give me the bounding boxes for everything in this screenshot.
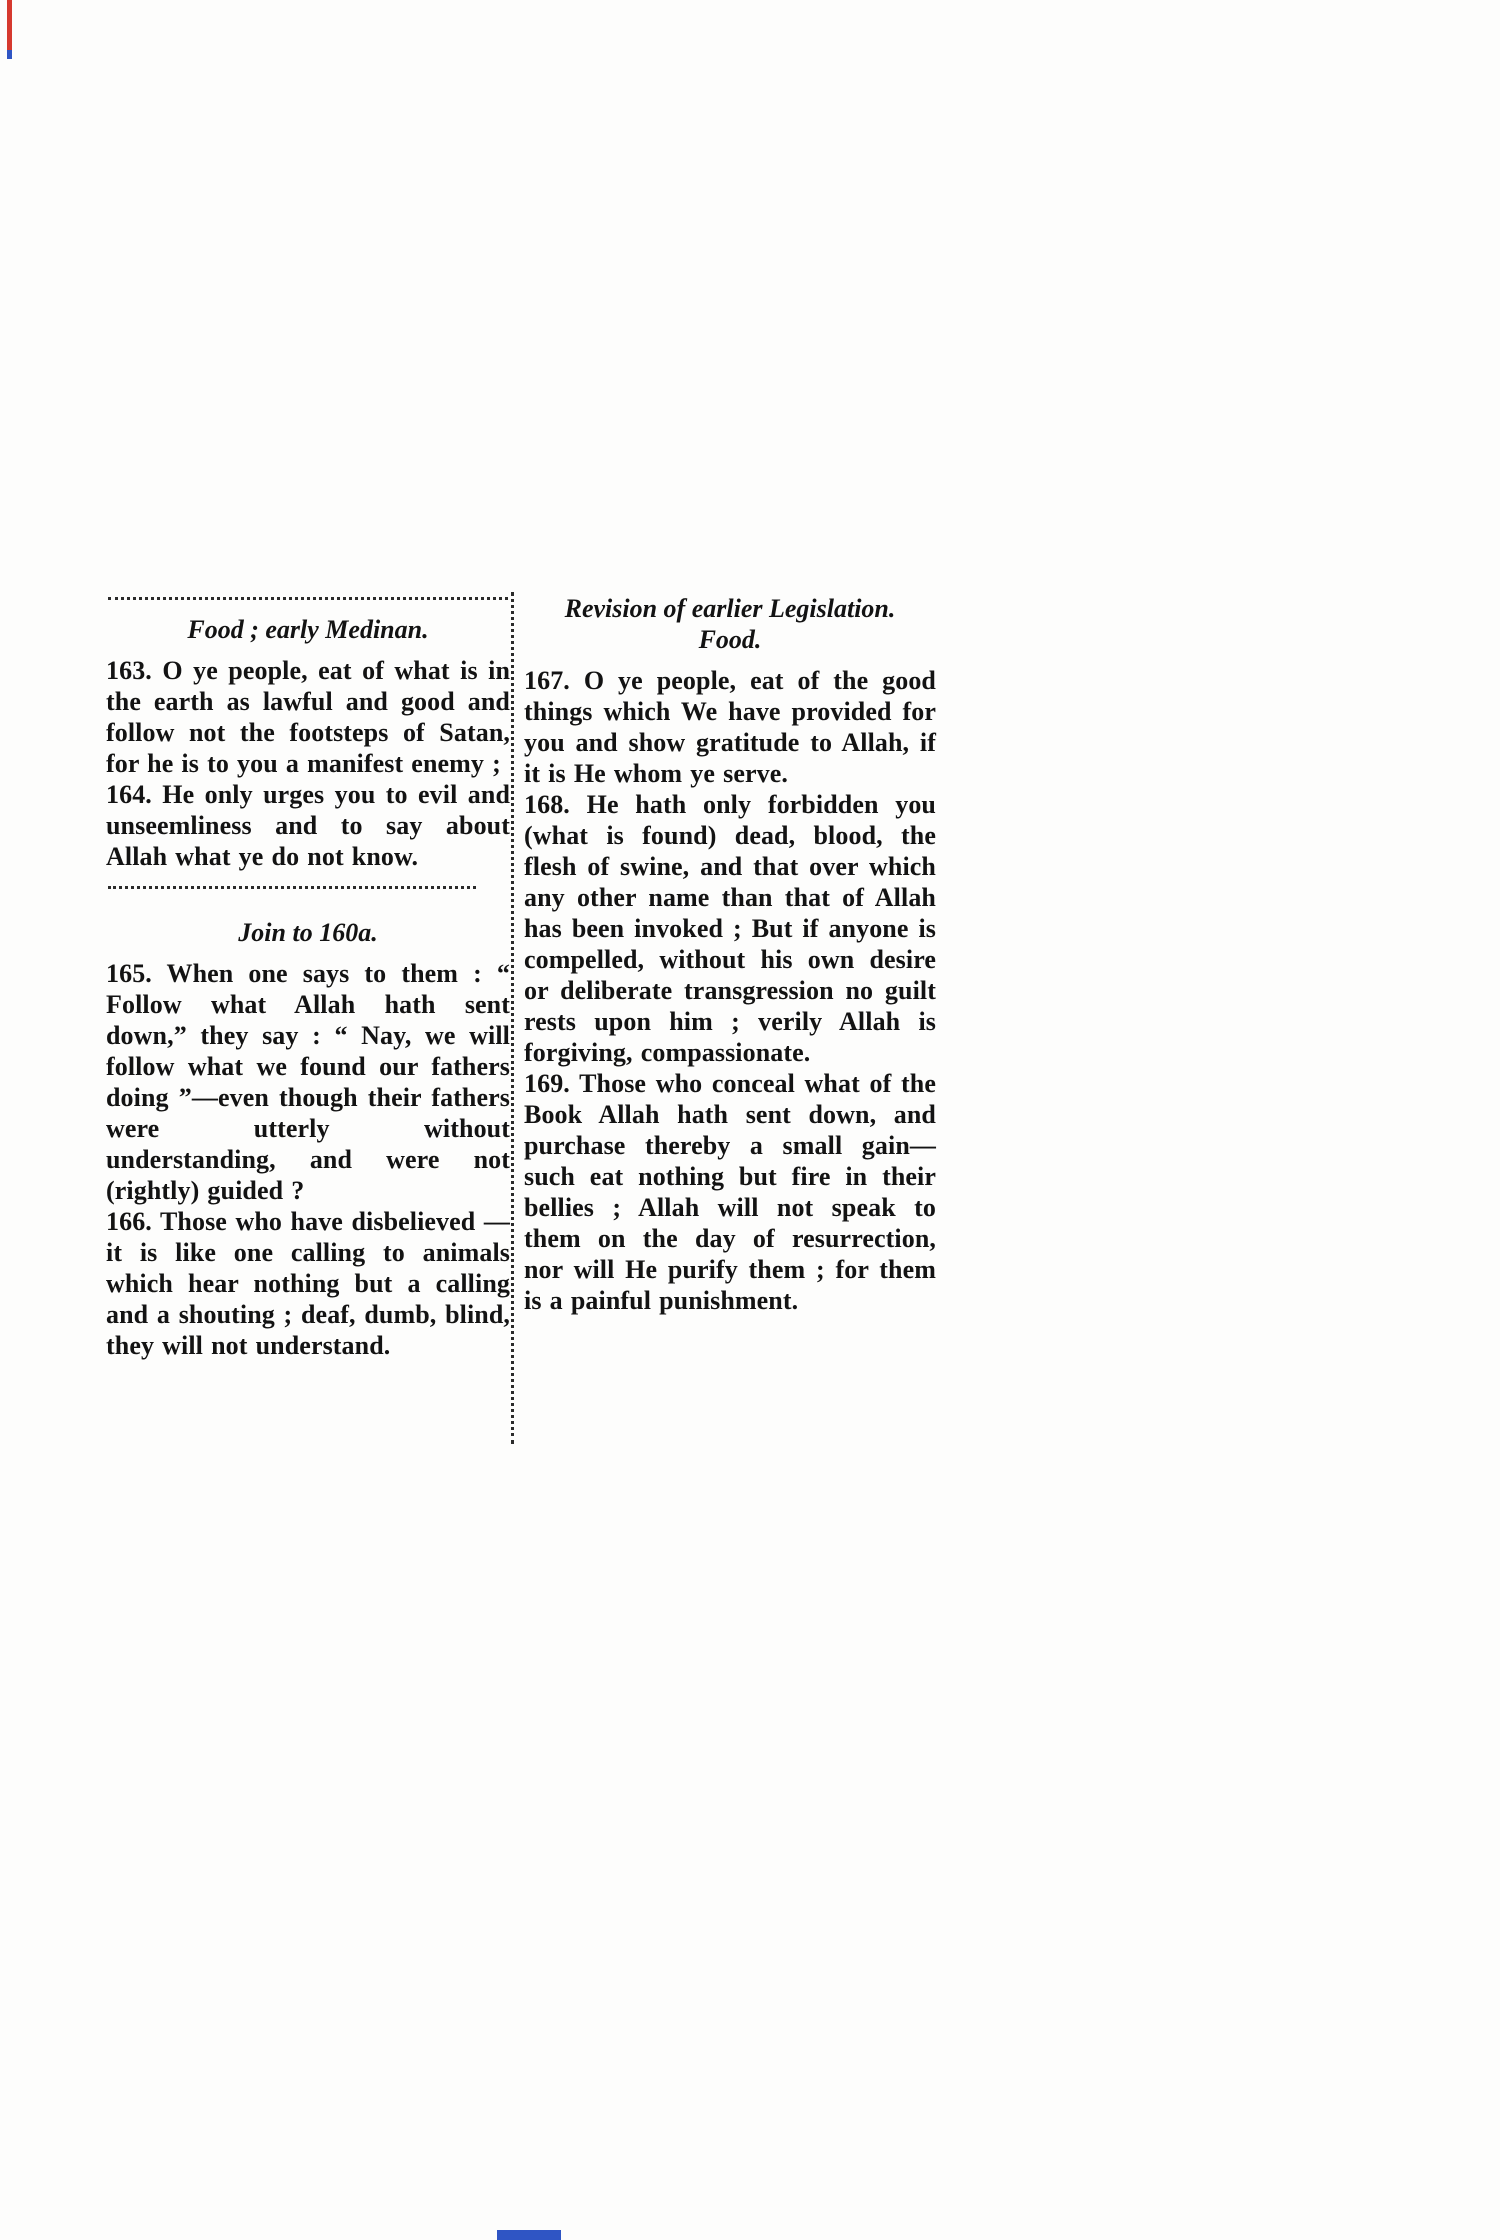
scan-artifact-red-top-left xyxy=(7,0,12,50)
left-subsection-heading: Join to 160a. xyxy=(238,918,378,947)
verse-166: 166. Those who have disbelieved —it is like one calling to animals which hear nothing but a calling and a shouting ; deaf, dumb, blind, they will not understand. xyxy=(106,1207,510,1360)
right-column xyxy=(524,585,936,1316)
right-heading-line2: Food. xyxy=(698,625,762,654)
right-heading-line1: Revision of earlier Legislation. xyxy=(564,594,896,623)
dotted-rule-top xyxy=(108,597,508,600)
left-column xyxy=(106,585,510,1361)
verse-163: 163. O ye people, eat of what is in the earth as lawful and good and follow not the footsteps of Satan, for he is to you a manifest enemy ; xyxy=(106,656,510,778)
column-divider-dotted xyxy=(511,592,514,1444)
verse-169: 169. Those who conceal what of the Book Allah hath sent down, and purchase thereby a small gain—such eat nothing but fire in their bellies ; Allah will not speak to them on the day of resurrection, nor will He purify them ; for them is a painful punishment. xyxy=(524,1069,936,1315)
verse-164: 164. He only urges you to evil and unseemliness and to say about Allah what ye do not know. xyxy=(106,780,510,871)
verse-167: 167. O ye people, eat of the good things which We have provided for you and show gratitude to Allah, if it is He whom ye serve. xyxy=(524,666,936,788)
dotted-rule-mid xyxy=(108,886,476,889)
scan-artifact-blue-top-left xyxy=(7,50,12,59)
scan-artifact-blue-bottom xyxy=(497,2230,561,2240)
verse-165: 165. When one says to them : “ Follow what Allah hath sent down,” they say : “ Nay, we will follow what we found our fathers doing ”—even though their fathers were utterly without understanding, and were not (rightly) guided ? xyxy=(106,959,510,1205)
verse-168: 168. He hath only forbidden you (what is found) dead, blood, the flesh of swine, and that over which any other name than that of Allah has been invoked ; But if anyone is compelled, without his own desire or deliberate transgression no guilt rests upon him ; verily Allah is forgiving, compassionate. xyxy=(524,790,936,1067)
left-section-heading: Food ; early Medinan. xyxy=(187,615,429,644)
